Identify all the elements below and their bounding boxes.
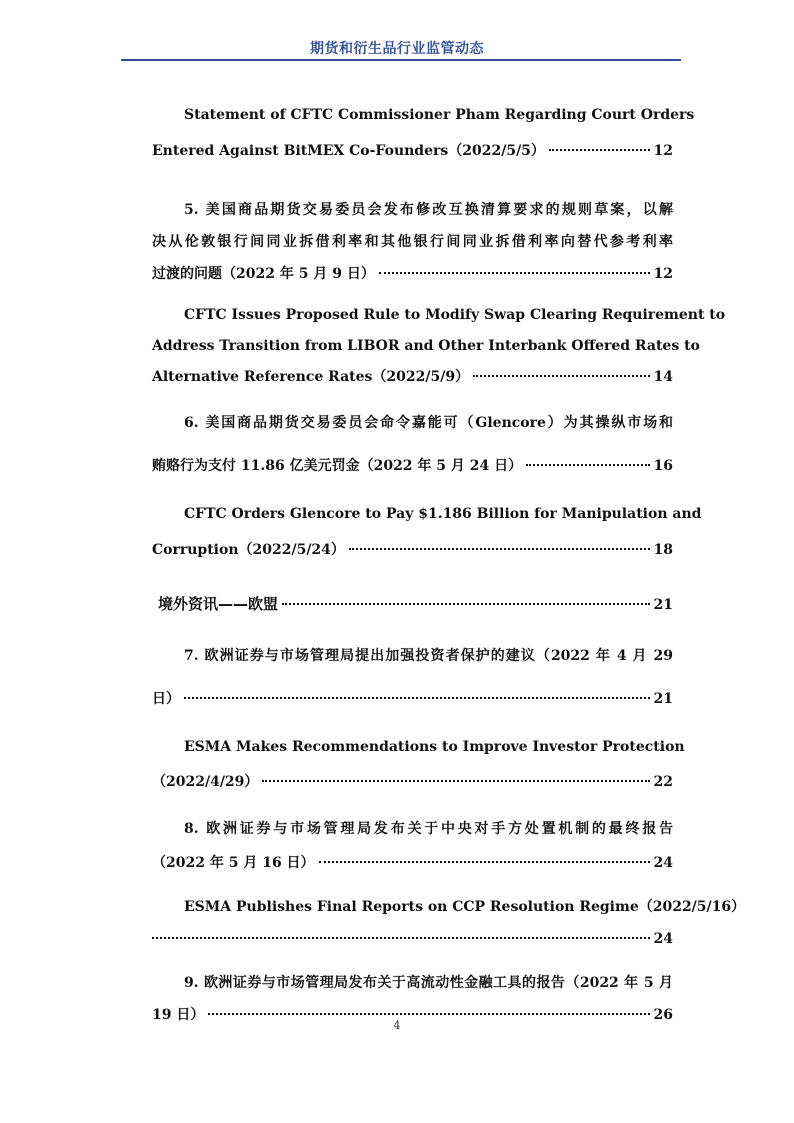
toc-page-number: 26 [653, 1007, 673, 1023]
toc-entry-ccp-resolution-en[interactable] [152, 892, 746, 955]
toc-entry-text: Corruption（2022/5/24） [152, 542, 345, 558]
toc-entry-investor-protection-en[interactable] [152, 732, 685, 798]
toc-section-eu[interactable] [152, 588, 673, 621]
toc-entry-text: 8. 欧洲证券与市场管理局发布关于中央对手方处置机制的最终报告 [184, 821, 673, 837]
toc-entry-last-line [152, 684, 673, 715]
dot-leader [319, 860, 650, 863]
toc-page-number: 21 [653, 691, 673, 707]
toc-entry-text: 贿赂行为支付 11.86 亿美元罚金（2022 年 5 月 24 日） [152, 458, 523, 474]
toc-page-number: 12 [653, 143, 673, 159]
toc-section-label: 境外资讯——欧盟 [158, 595, 279, 613]
toc-entry-swap-clearing-en[interactable] [152, 300, 726, 393]
toc-entry-text: CFTC Issues Proposed Rule to Modify Swap Clearing Requirement to [184, 307, 726, 323]
toc-entry-text: 7. 欧洲证券与市场管理局提出加强投资者保护的建议（2022 年 4 月 29 [184, 648, 673, 664]
toc-section-line [158, 588, 673, 621]
page-number: 4 [393, 1019, 401, 1032]
toc-entry-last-line [152, 136, 673, 167]
toc-page-number: 14 [653, 369, 673, 385]
toc-entry-text: 过渡的问题（2022 年 5 月 9 日） [152, 266, 375, 282]
dot-leader [526, 463, 649, 466]
toc-entry-text: Address Transition from LIBOR and Other Interbank Offered Rates to [152, 338, 700, 354]
header-rule [121, 59, 681, 61]
toc-entry-text: 日） [152, 691, 180, 707]
toc-entry-text: 9. 欧洲证券与市场管理局发布关于高流动性金融工具的报告（2022 年 5 月 [184, 975, 673, 991]
toc-entry-text: CFTC Orders Glencore to Pay $1.186 Billion for Manipulation and [184, 506, 702, 522]
toc-entry-last-line [152, 535, 673, 566]
dot-leader [184, 696, 650, 699]
dot-leader [152, 936, 650, 939]
toc-entry-glencore-cn[interactable] [152, 408, 673, 482]
toc-page-number: 24 [653, 931, 673, 947]
toc-entry-swap-clearing-cn[interactable] [152, 194, 673, 290]
toc-page-number: 16 [653, 458, 673, 474]
toc-entry-text: （2022 年 5 月 16 日） [152, 855, 315, 871]
dot-leader [473, 374, 649, 377]
toc-page-number: 22 [653, 774, 673, 790]
dot-leader [379, 271, 650, 274]
toc-entry-pham-statement[interactable] [152, 100, 695, 176]
dot-leader [282, 602, 650, 605]
dot-leader [208, 1012, 649, 1015]
table-of-contents [152, 100, 746, 1031]
toc-entry-text: Alternative Reference Rates（2022/5/9） [152, 369, 470, 385]
toc-entry-last-line [152, 362, 673, 393]
toc-page-number: 24 [653, 855, 673, 871]
toc-entry-text: 19 日） [152, 1007, 205, 1023]
toc-entry-text: 决从伦敦银行间同业拆借利率和其他银行间同业拆借利率向替代参考利率 [152, 234, 673, 250]
toc-entry-glencore-en[interactable] [152, 499, 702, 566]
toc-entry-text: ESMA Makes Recommendations to Improve Investor Protection [184, 739, 685, 755]
toc-page-number: 18 [653, 542, 673, 558]
toc-entry-last-line [152, 924, 673, 955]
toc-entry-last-line [152, 258, 673, 290]
toc-entry-text: 5. 美国商品期货交易委员会发布修改互换清算要求的规则草案，以解 [184, 202, 673, 218]
toc-entry-text: ESMA Publishes Final Reports on CCP Resolution Regime（2022/5/16） [184, 899, 746, 915]
toc-entry-text: 6. 美国商品期货交易委员会命令嘉能可（Glencore）为其操纵市场和 [184, 415, 673, 431]
toc-entry-text: Statement of CFTC Commissioner Pham Regarding Court Orders [184, 107, 695, 123]
dot-leader [549, 148, 650, 151]
toc-entry-text: Entered Against BitMEX Co-Founders（2022/5/5） [152, 143, 545, 159]
toc-entry-investor-protection-cn[interactable] [152, 641, 673, 715]
dot-leader [262, 779, 649, 782]
toc-entry-text: （2022/4/29） [152, 774, 259, 790]
running-header-title: 期货和衍生品行业监管动态 [310, 41, 484, 57]
toc-entry-last-line [152, 767, 673, 798]
toc-page-number: 12 [653, 266, 673, 282]
dot-leader [349, 547, 650, 550]
toc-entry-last-line [152, 848, 673, 879]
toc-entry-last-line [152, 451, 673, 482]
toc-entry-ccp-resolution-cn[interactable] [152, 814, 673, 879]
toc-page-number: 21 [653, 597, 673, 613]
